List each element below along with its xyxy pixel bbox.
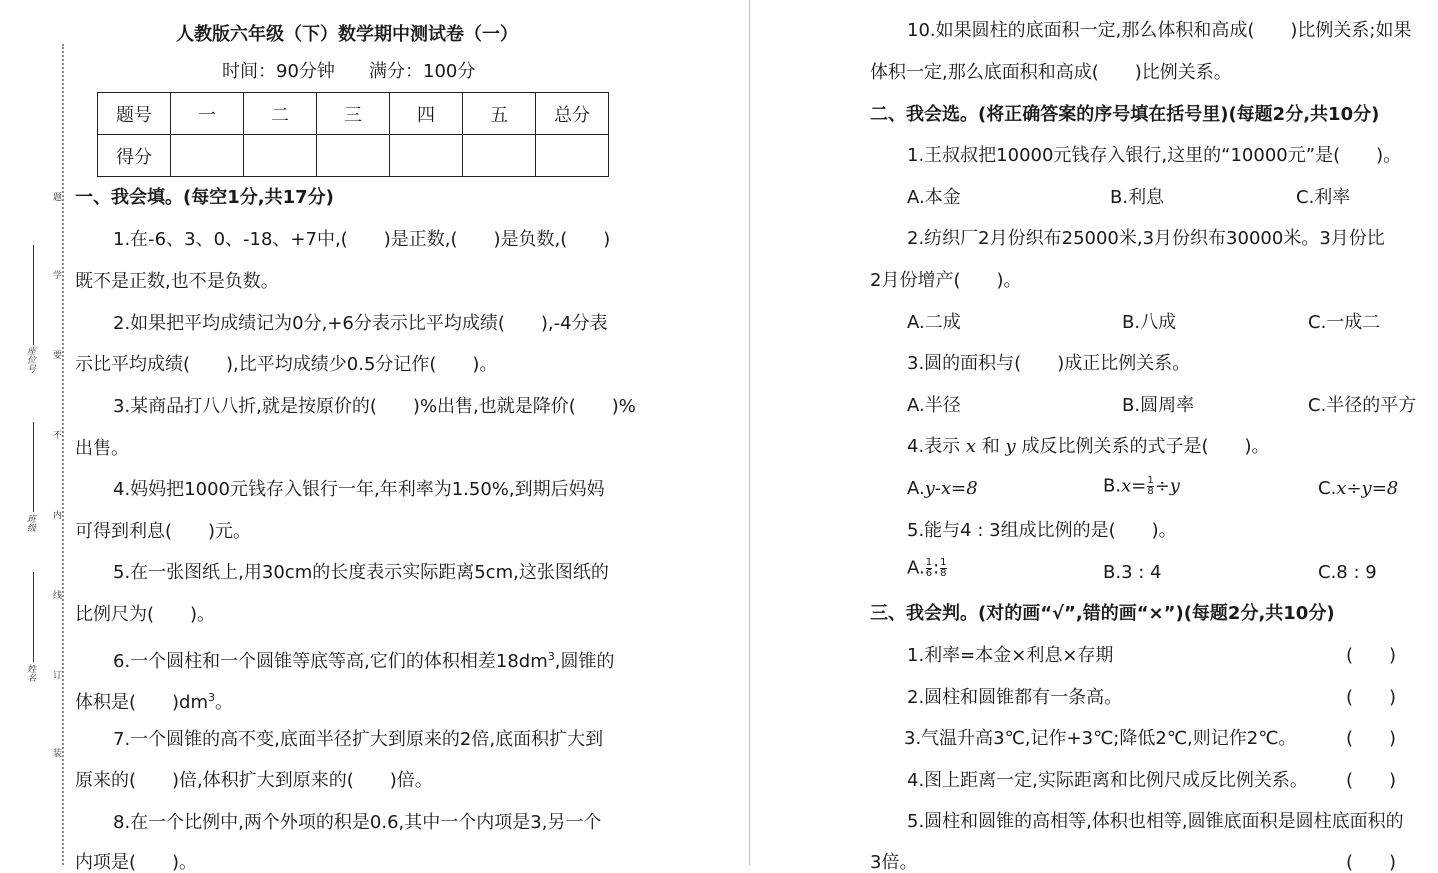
s2-q2-option-a: A.二成 [907,312,961,333]
s1-q5-line2: 比例尺为( )。 [75,604,216,625]
s2-q4-option-a: A.y-x=8 [907,478,978,499]
score-cell[interactable] [244,135,317,177]
section3-heading: 三、我会判。(对的画“√”,错的画“×”)(每题2分,共10分) [870,603,1335,624]
s1-q6-line2: 体积是( )$dm^3$。 [75,691,234,713]
page-divider [749,0,750,865]
score-header-cell: 总分 [536,93,609,135]
s3-item-1: 1.利率=本金×利息×存期 [907,645,1114,666]
score-cell[interactable] [171,135,244,177]
answer-bracket[interactable]: ( ) [1346,687,1397,708]
s2-q4: 4.表示 x 和 y 成反比例关系的式子是( )。 [907,436,1270,457]
binding-mark: 不 [53,431,63,441]
section2-heading: 二、我会选。(将正确答案的序号填在括号里)(每题2分,共10分) [870,104,1380,125]
score-cell[interactable] [463,135,536,177]
section1-heading: 一、我会填。(每空1分,共17分) [75,187,334,208]
binding-mark: 题 [53,193,63,203]
name-label: 姓名 [25,664,35,682]
s1-q8-line1: 8.在一个比例中,两个外项的积是0.6,其中一个内项是3,另一个 [113,812,602,833]
s1-q3-line2: 出售。 [75,438,129,459]
s1-q10-line2: 体积一定,那么底面积和高成( )比例关系。 [870,62,1232,83]
score-table [97,92,609,177]
name-line [33,572,34,662]
s1-q1-line2: 既不是正数,也不是负数。 [75,271,279,292]
s2-q1-option-a: A.本金 [907,187,961,208]
s2-q5-option-c: C.8 : 9 [1318,562,1377,583]
score-row-label: 得分 [98,135,171,177]
binding-mark: 订 [53,671,63,681]
answer-bracket[interactable]: ( ) [1346,852,1397,873]
s2-q1: 1.王叔叔把10000元钱存入银行,这里的“10000元”是( )。 [907,145,1402,166]
s3-item-2: 2.圆柱和圆锥都有一条高。 [907,687,1123,708]
s2-q3-option-b: B.圆周率 [1122,395,1195,416]
s1-q2-line2: 示比平均成绩( ),比平均成绩少0.5分记作( )。 [75,354,498,375]
score-header-cell: 一 [171,93,244,135]
s1-q5-line1: 5.在一张图纸上,用30cm的长度表示实际距离5cm,这张图纸的 [113,562,609,583]
score-header-cell: 五 [463,93,536,135]
score-cell[interactable] [536,135,609,177]
cut-line [62,44,64,865]
class-label: 班级 [25,514,35,532]
score-header-cell: 题号 [98,93,171,135]
s2-q5-option-a: A. $\frac{1}{6}$ : $\frac{1}{8}$ [907,557,947,579]
s2-q2-option-b: B.八成 [1122,312,1177,333]
class-line [33,422,34,512]
s1-q6-line1: 6.一个圆柱和一个圆锥等底等高,它们的体积相差$18dm^3$,圆锥的 [113,650,615,672]
fraction: $\frac{1}{8}$ [1147,475,1154,497]
s3-item-4: 4.图上距离一定,实际距离和比例尺成反比例关系。 [907,770,1308,791]
s2-q1-option-b: B.利息 [1110,187,1165,208]
s1-q8-line2: 内项是( )。 [75,852,198,873]
s1-q4-line2: 可得到利息( )元。 [75,521,252,542]
s1-q10-line1: 10.如果圆柱的底面积一定,那么体积和高成( )比例关系;如果 [907,20,1412,41]
binding-mark: 学 [53,271,63,281]
binding-mark: 线 [53,591,63,601]
s3-item-5: 5.圆柱和圆锥的高相等,体积也相等,圆锥底面积是圆柱底面积的 [907,811,1404,832]
s2-q4-option-b: B.x= $\frac{1}{8}$ ÷y [1103,475,1180,497]
s2-q4-option-c: C.x÷y=8 [1318,478,1399,499]
binding-mark: 装 [53,749,63,759]
s2-q3: 3.圆的面积与( )成正比例关系。 [907,353,1191,374]
score-cell[interactable] [390,135,463,177]
page-title: 人教版六年级（下）数学期中测试卷（一） [176,24,518,45]
score-header-cell: 四 [390,93,463,135]
binding-mark: 内 [53,511,63,521]
answer-bracket[interactable]: ( ) [1346,770,1397,791]
s1-q4-line1: 4.妈妈把1000元钱存入银行一年,年利率为1.50%,到期后妈妈 [113,479,605,500]
binding-mark: 要 [53,351,63,361]
score-cell[interactable] [317,135,390,177]
s1-q7-line2: 原来的( )倍,体积扩大到原来的( )倍。 [75,770,433,791]
seat-line [33,245,34,345]
answer-bracket[interactable]: ( ) [1346,728,1397,749]
s1-q7-line1: 7.一个圆锥的高不变,底面半径扩大到原来的2倍,底面积扩大到 [113,729,604,750]
s2-q5-option-b: B.3 : 4 [1103,562,1162,583]
exam-time: 时间：90分钟 [222,61,335,82]
s2-q5: 5.能与4 : 3组成比例的是( )。 [907,520,1177,541]
fraction: $\frac{1}{8}$ [940,557,947,579]
s2-q2-line1: 2.纺织厂2月份织布25000米,3月份织布30000米。3月份比 [907,228,1385,249]
answer-bracket[interactable]: ( ) [1346,645,1397,666]
full-score: 满分：100分 [369,61,476,82]
s2-q2-option-c: C.一成二 [1308,312,1381,333]
s2-q3-option-a: A.半径 [907,395,961,416]
s2-q3-option-c: C.半径的平方 [1308,395,1417,416]
score-header-cell: 三 [317,93,390,135]
s1-q1-line1: 1.在-6、3、0、-18、+7中,( )是正数,( )是负数,( ) [113,229,611,250]
s1-q2-line1: 2.如果把平均成绩记为0分,+6分表示比平均成绩( ),-4分表 [113,313,608,334]
s2-q1-option-c: C.利率 [1296,187,1351,208]
s2-q2-line2: 2月份增产( )。 [870,270,1022,291]
s3-item-3: 3.气温升高3℃,记作+3℃;降低2℃,则记作2℃。 [904,728,1297,749]
fraction: $\frac{1}{6}$ [925,557,933,579]
s1-q3-line1: 3.某商品打八八折,就是按原价的( )%出售,也就是降价( )% [113,396,636,417]
score-header-cell: 二 [244,93,317,135]
s3-item-5-cont: 3倍。 [870,852,918,873]
seat-label: 座位号 [25,346,35,373]
